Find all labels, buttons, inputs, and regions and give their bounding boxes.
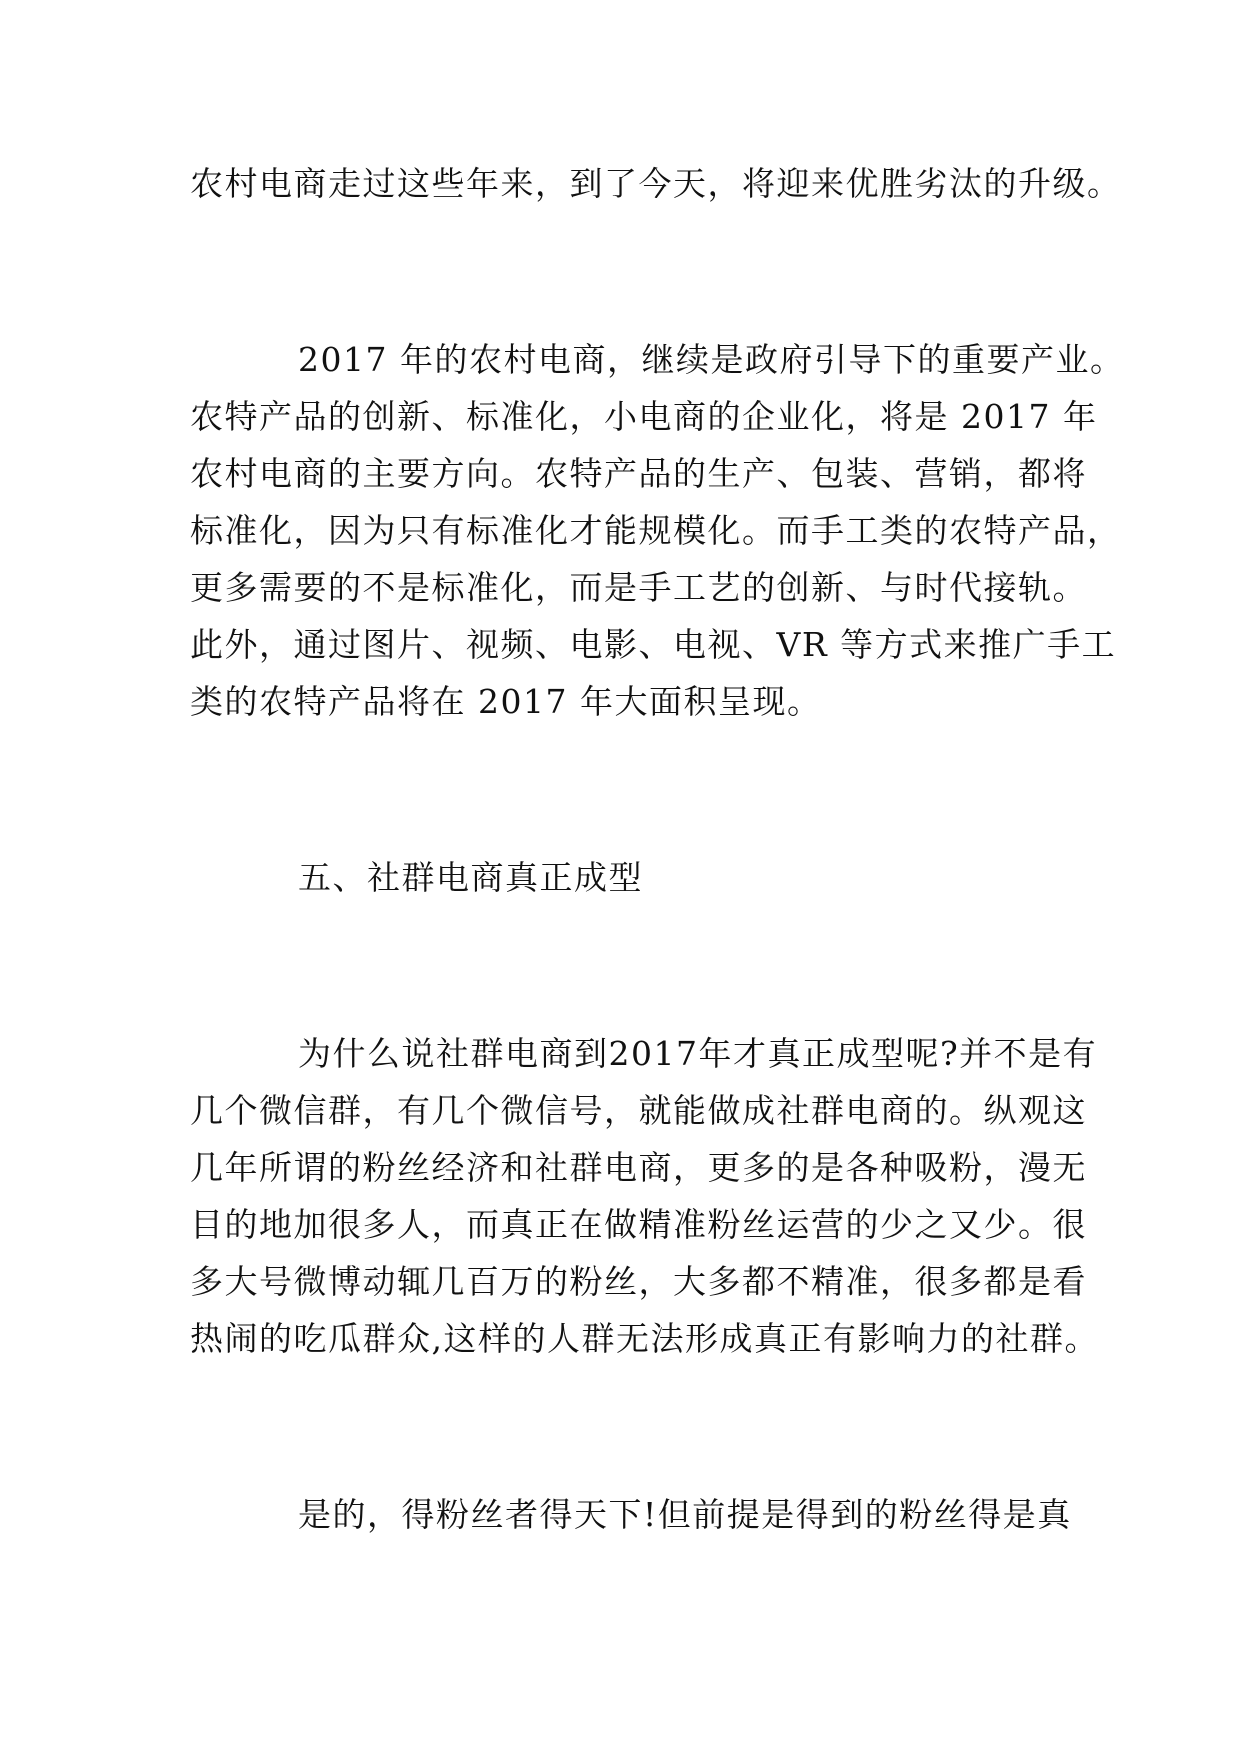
paragraph-first-line: 2017 年的农村电商，继续是政府引导下的重要产业。 — [298, 340, 1125, 379]
text-line: 类的农特产品将在 2017 年大面积呈现。 — [190, 682, 822, 721]
text-line: 标准化，因为只有标准化才能规模化。而手工类的农特产品， — [190, 511, 1122, 550]
text-line: 几年所谓的粉丝经济和社群电商，更多的是各种吸粉，漫无 — [190, 1148, 1087, 1187]
text-line: 此外，通过图片、视频、电影、电视、VR 等方式来推广手工 — [190, 625, 1117, 664]
paragraph-first-line: 为什么说社群电商到2017年才真正成型呢?并不是有 — [298, 1034, 1098, 1073]
text-line-intro: 农村电商走过这些年来，到了今天，将迎来优胜劣汰的升级。 — [190, 164, 1122, 203]
text-line: 更多需要的不是标准化，而是手工艺的创新、与时代接轨。 — [190, 568, 1087, 607]
text-line: 目的地加很多人，而真正在做精准粉丝运营的少之又少。很 — [190, 1205, 1087, 1244]
text-line: 多大号微博动辄几百万的粉丝，大多都不精准，很多都是看 — [190, 1262, 1087, 1301]
text-line: 农村电商的主要方向。农特产品的生产、包装、营销，都将 — [190, 454, 1087, 493]
section-heading: 五、社群电商真正成型 — [298, 858, 643, 897]
paragraph-first-line: 是的，得粉丝者得天下!但前提是得到的粉丝得是真 — [298, 1495, 1072, 1534]
text-line: 热闹的吃瓜群众,这样的人群无法形成真正有影响力的社群。 — [190, 1319, 1099, 1358]
text-line: 农特产品的创新、标准化，小电商的企业化，将是 2017 年 — [190, 397, 1098, 436]
text-line: 几个微信群，有几个微信号，就能做成社群电商的。纵观这 — [190, 1091, 1087, 1130]
